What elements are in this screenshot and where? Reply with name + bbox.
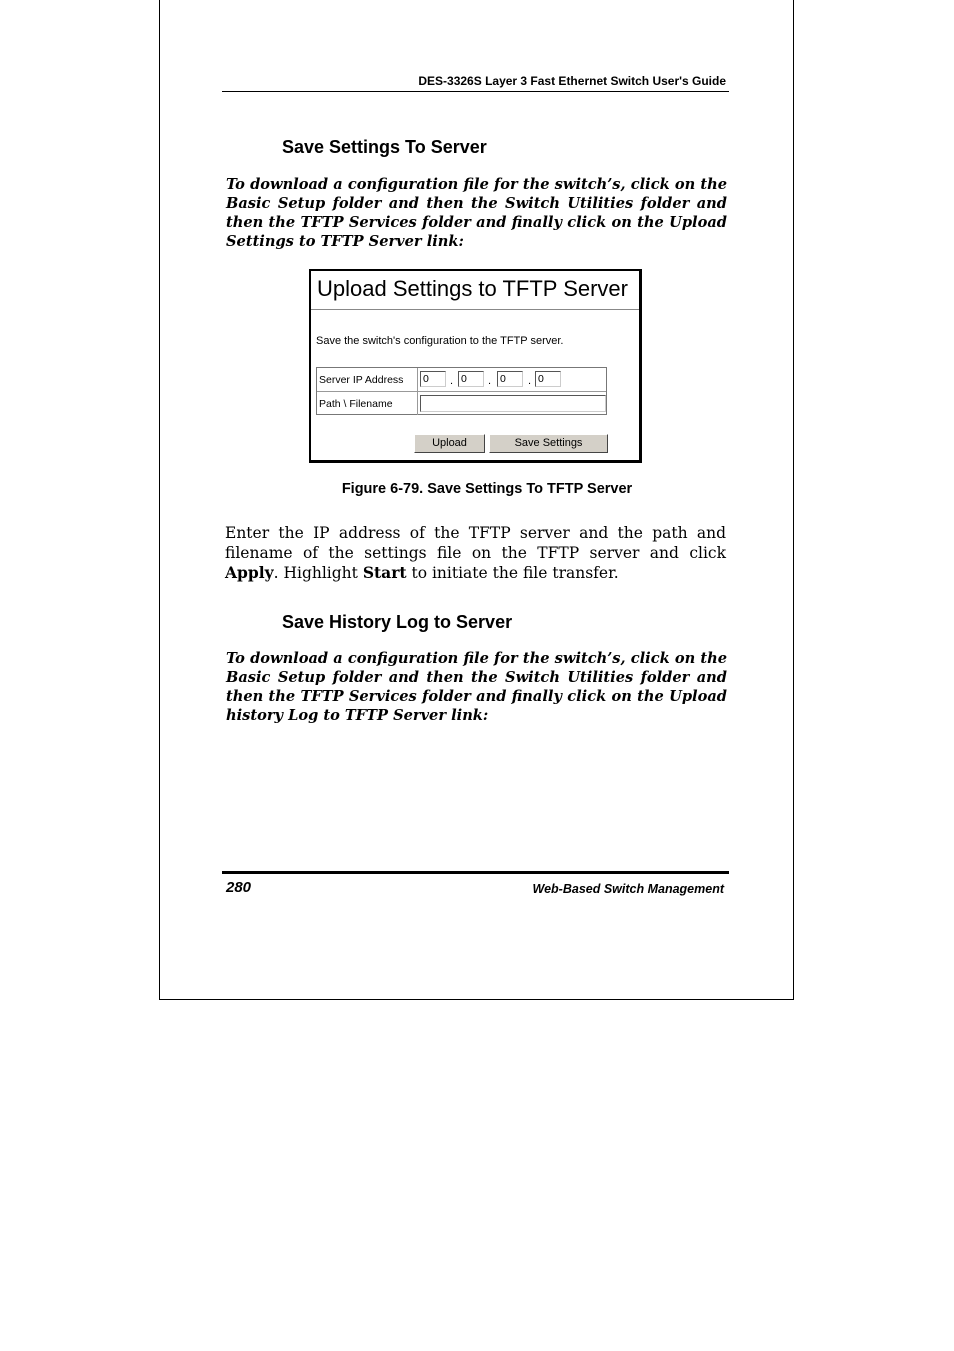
column-separator: [417, 392, 418, 415]
section-heading-save-history-log: Save History Log to Server: [282, 612, 513, 632]
body-paragraph: [225, 524, 726, 584]
section-heading-save-settings: Save Settings To Server: [282, 137, 487, 157]
ip-dot: .: [528, 375, 532, 387]
ip-dot: .: [450, 375, 454, 387]
instruction-save-settings: To download a configuration file for the switch’s, click on the Basic Setup folder and then the Switch Utilities folder and then the TFTP Services folder and finally click on the Upload Settings to TFTP Server link:: [226, 176, 727, 250]
path-filename-input[interactable]: [420, 395, 606, 412]
body-text-1: Enter the IP address of the TFTP server and the path and filename of the settings file on the TFTP server and click: [225, 524, 726, 562]
instruction-save-history-log: To download a configuration file for the switch’s, click on the Basic Setup folder and then the Switch Utilities folder and then the TFTP Services folder and finally click on the Upload history Log to TFTP Server link:: [226, 650, 727, 724]
column-separator: [417, 368, 418, 391]
ip-octet-1-input[interactable]: 0: [420, 371, 446, 387]
running-header: DES-3326S Layer 3 Fast Ethernet Switch User's Guide: [418, 74, 726, 88]
save-settings-button[interactable]: Save Settings: [489, 434, 608, 453]
settings-form-table: [316, 367, 607, 415]
server-ip-label: Server IP Address: [319, 374, 404, 386]
path-filename-row: [317, 392, 606, 415]
ip-octet-2-input[interactable]: 0: [458, 371, 484, 387]
header-rule: [222, 91, 729, 92]
body-text-3: to initiate the file transfer.: [406, 564, 619, 582]
start-term: Start: [362, 563, 407, 582]
ip-octet-4-input[interactable]: 0: [535, 371, 561, 387]
upload-settings-figure: [309, 269, 642, 463]
footer-rule: [222, 871, 729, 874]
figure-title-rule: [311, 309, 639, 310]
figure-description: Save the switch's configuration to the TFTP server.: [316, 335, 564, 347]
footer-title: Web-Based Switch Management: [532, 882, 724, 896]
page-number: 280: [226, 879, 252, 896]
upload-button[interactable]: Upload: [414, 434, 485, 453]
path-filename-label: Path \ Filename: [319, 398, 393, 410]
body-text-2: . Highlight: [273, 564, 363, 582]
ip-octet-3-input[interactable]: 0: [497, 371, 523, 387]
figure-caption: Figure 6-79. Save Settings To TFTP Server: [341, 481, 633, 497]
server-ip-row: [317, 368, 606, 392]
figure-title: Upload Settings to TFTP Server: [317, 276, 628, 301]
apply-term: Apply: [225, 563, 274, 582]
ip-dot: .: [488, 375, 492, 387]
